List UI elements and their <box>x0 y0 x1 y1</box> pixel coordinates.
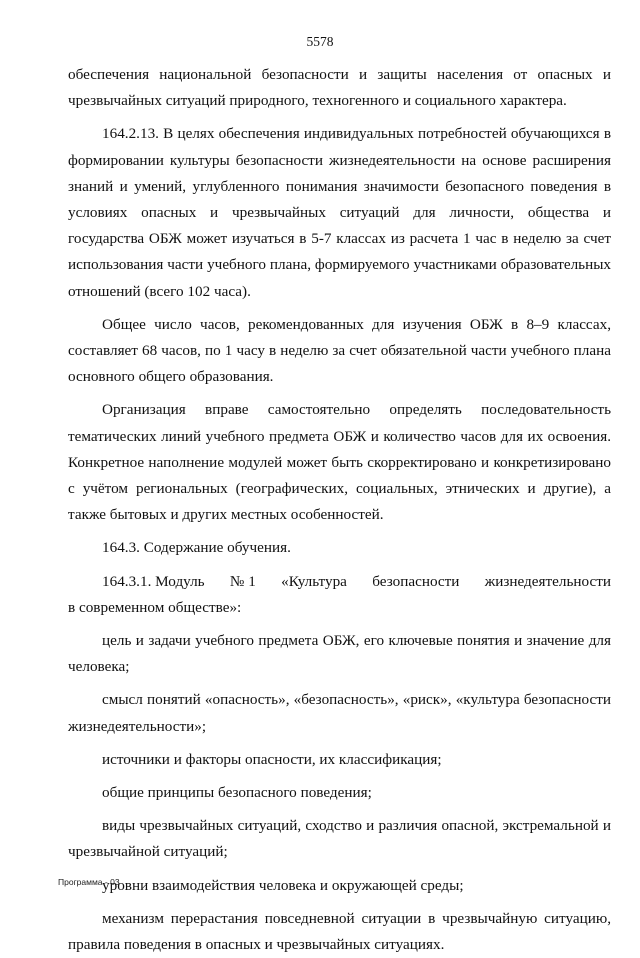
list-item-interaction-levels: уровни взаимодействия человека и окружающей среды; <box>102 876 464 894</box>
list-item-emergency-types: виды чрезвычайных ситуаций, сходство и различия опасной, экстремальной и чрезвычайной ситуаций; <box>68 817 611 861</box>
paragraph-organization: Организация вправе самостоятельно определять последовательность тематических линий учебного предмета ОБЖ и количество часов для их освоения. Конкретное наполнение модулей может быть скорректировано и конкретизировано с учётом региональных (географических, социальных, этнических и другие), а также бытовых и других местных особенностей. <box>68 401 611 524</box>
module-title-part3: жизнедеятельности <box>484 572 611 590</box>
list-item-goals: цель и задачи учебного предмета ОБЖ, его ключевые понятия и значение для человека; <box>68 632 611 676</box>
list-item-concepts: смысл понятий «опасность», «безопасность», «риск», «культура безопасности жизнедеятельности»; <box>68 691 611 735</box>
module-number: 164.3.1. Модуль <box>102 572 205 590</box>
list-item-principles: общие принципы безопасного поведения; <box>102 784 372 802</box>
page-number: 5578 <box>306 34 334 49</box>
module-heading-tail: в современном обществе»: <box>68 598 242 616</box>
paragraph-hours-8-9: Общее число часов, рекомендованных для изучения ОБЖ в 8–9 классах, составляет 68 часов, по 1 часу в неделю за счет обязательной части учебного плана основного общего образования. <box>68 315 611 386</box>
section-heading-164-3: 164.3. Содержание обучения. <box>102 539 291 557</box>
list-item-mechanism: механизм перерастания повседневной ситуации в чрезвычайную ситуацию, правила поведения в опасных и чрезвычайных ситуациях. <box>68 909 611 954</box>
module-title-part2: безопасности <box>372 572 460 590</box>
module-heading <box>68 569 611 595</box>
module-no: № 1 <box>229 572 256 590</box>
paragraph-164-2-13: 164.2.13. В целях обеспечения индивидуальных потребностей обучающихся в формировании культуры безопасности жизнедеятельности на основе расширения знаний и умений, углубленного понимания значимости безопасного поведения в условиях опасных и чрезвычайных ситуаций для личности, общества и государства ОБЖ может изучаться в 5-7 классах из расчета 1 час в неделю за счет использования части учебного плана, формируемого участниками образовательных отношений (всего 102 часа). <box>68 125 611 300</box>
paragraph-continuation: обеспечения национальной безопасности и защиты населения от опасных и чрезвычайных ситуаций природного, техногенного и социального характера. <box>68 66 611 110</box>
footer-program-label: Программа - 03 <box>58 877 120 887</box>
list-item-sources: источники и факторы опасности, их классификация; <box>102 750 442 768</box>
module-title-part1: «Культура <box>281 572 347 590</box>
document-body <box>68 62 611 958</box>
